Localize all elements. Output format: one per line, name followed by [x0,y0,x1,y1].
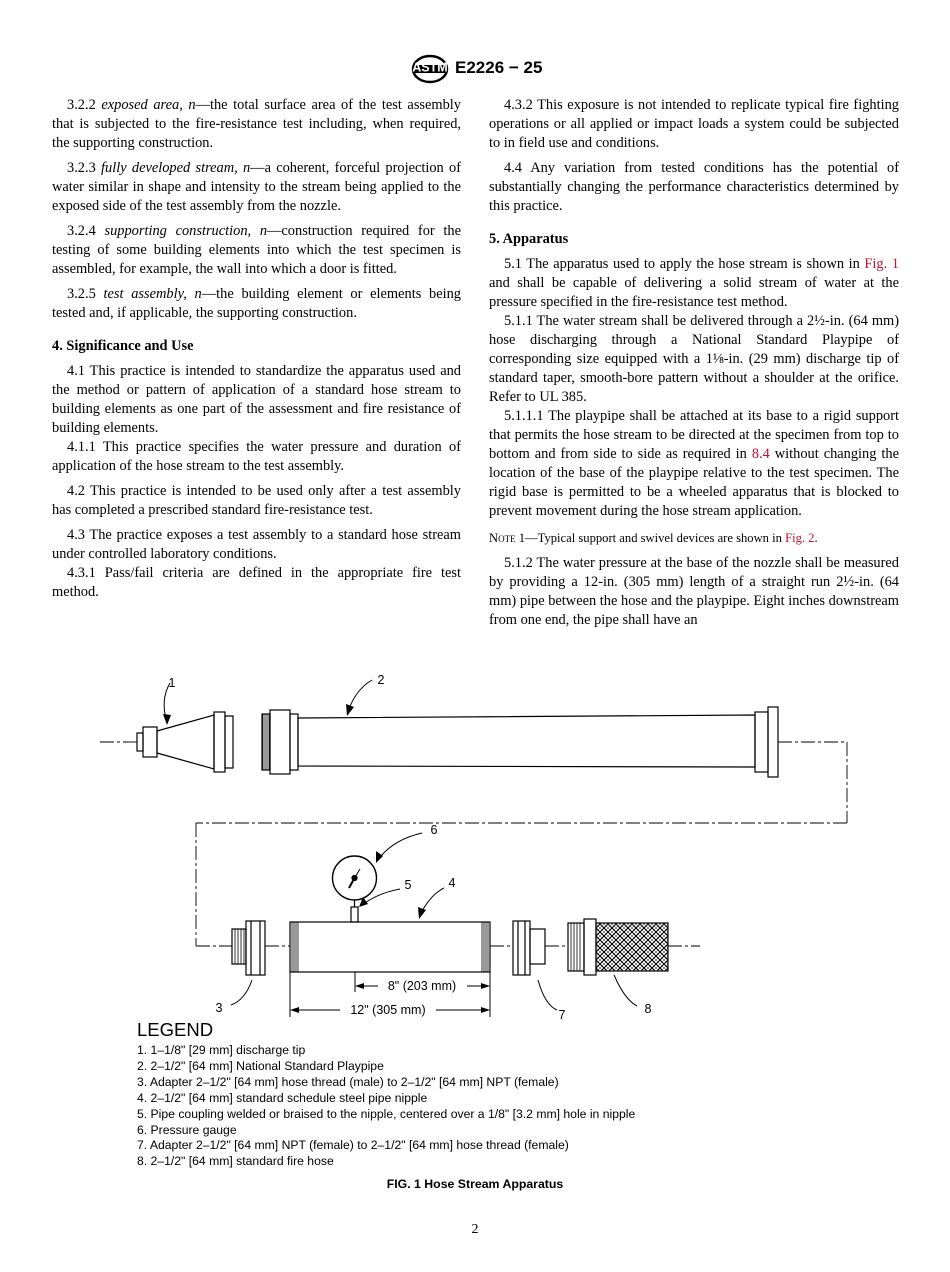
figure-caption: FIG. 1 Hose Stream Apparatus [386,1177,564,1191]
callout-6: 6 [430,823,438,837]
section-4-4: 4.4 Any variation from tested conditions has the potential of substantially changing the performance characteristics determined by this practice. [489,160,899,214]
pipe-nipple-part [290,922,490,972]
page-header [0,54,950,88]
legend-item: 4. 2–1/2" [64 mm] standard schedule steel pipe nipple [137,1090,428,1105]
dimension-8-inch: 8" (203 mm) [387,979,457,993]
legend-item: 1. 1–1/8" [29 mm] discharge tip [137,1043,306,1057]
pipe-coupling-part [351,900,358,922]
section-4-3-2: 4.3.2 This exposure is not intended to replicate typical fire fighting operations or all applied or impact loads a system could be subjected to in field use and conditions. [489,97,899,151]
callout-4: 4 [448,876,456,890]
fire-hose-part [568,919,668,975]
section-4-3: 4.3 The practice exposes a test assembly to a standard hose stream under controlled laboratory conditions. [52,527,461,562]
legend-item: 2. 2–1/2" [64 mm] National Standard Playpipe [137,1058,384,1073]
left-column [52,96,461,608]
legend-title: LEGEND [137,1019,214,1040]
section-5-1-1: 5.1.1 The water stream shall be delivered through a 2½-in. (64 mm) hose discharging through a National Standard Playpipe of corresponding size equipped with a 1⅛-in. (29 mm) discharge tip of standard taper, smooth-bore pattern without a shoulder at the orifice. Refer to UL 385. [489,313,899,405]
section-5-1-2: 5.1.2 The water pressure at the base of the nozzle shall be measured by providing a 12-in. (305 mm) length of a straight run 2½-in. (64 mm) pipe between the hose and the playpipe. Eight inches downstream from one end, the pipe shall have an [489,555,899,628]
section-4-2: 4.2 This practice is intended to be used only after a test assembly has completed a prescribed standard fire-resistance test. [52,483,461,518]
section-5-1-1-1: 5.1.1.1 The playpipe shall be attached at its base to a rigid support that permits the hose stream to be directed at the specimen from top to bottom and from side to side as required in 8.4 without changing the location of the base of the playpipe relative to the test specimen. The rigid base is permitted to be a wheeled apparatus that is blocked to prevent movement during the hose stream application. [489,408,899,519]
section-5-heading: 5. Apparatus [489,231,569,247]
astm-logo [410,54,450,84]
legend-item: 5. Pipe coupling welded or braised to the nipple, centered over a 1/8" [3.2 mm] hole in nipple [137,1106,636,1121]
callout-5: 5 [404,878,412,892]
centerline [100,742,847,946]
section-3-2-4: 3.2.4 supporting construction, n—construction required for the testing of some building elements into which the test specimen is assembled, for example, the wall into which a door is fitted. [52,223,461,277]
callout-8: 8 [644,1002,652,1016]
legend-item: 6. Pressure gauge [137,1122,237,1137]
section-3-2-5: 3.2.5 test assembly, n—the building element or elements being tested and, if applicable, the supporting construction. [52,286,461,321]
callout-7: 7 [558,1008,566,1022]
section-3-2-2: 3.2.2 exposed area, n—the total surface area of the test assembly that is subjected to the fire-resistance test including, when required, the supporting construction. [52,97,461,151]
adapter-male-part [232,921,265,975]
hose-stream-apparatus-figure [90,665,860,1025]
figure-legend [137,1018,837,1170]
pressure-gauge-part [333,856,377,900]
section-4-1-1: 4.1.1 This practice specifies the water pressure and duration of application of the hose stream to the test assembly. [52,439,461,474]
section-8-4-link[interactable]: 8.4 [751,446,770,462]
legend-item: 7. Adapter 2–1/2" [64 mm] NPT (female) to 2–1/2" [64 mm] hose thread (female) [137,1138,569,1153]
section-5-1: 5.1 The apparatus used to apply the hose stream is shown in Fig. 1 and shall be capable of delivering a solid stream of water at the pressure specified in the fire-resistance test method. [489,256,899,310]
legend-item: 3. Adapter 2–1/2" [64 mm] hose thread (male) to 2–1/2" [64 mm] NPT (female) [137,1074,559,1089]
fig-1-link[interactable]: Fig. 1 [864,256,899,272]
adapter-female-part [513,921,545,975]
callout-1: 1 [168,676,176,690]
right-column [489,96,899,636]
document-designation: E2226 − 25 [455,58,543,77]
callout-2: 2 [377,673,385,687]
section-4-heading: 4. Significance and Use [52,338,194,354]
fig-2-link[interactable]: Fig. 2 [785,531,815,545]
callout-3: 3 [215,1001,223,1015]
section-4-1: 4.1 This practice is intended to standardize the apparatus used and the method or pattern of application of a standard hose stream to building elements as one part of the assessment and fire resistance of building elements. [52,363,461,436]
section-3-2-3: 3.2.3 fully developed stream, n—a coherent, forceful projection of water similar in shape and intensity to the stream being applied to the exposed side of the test assembly from the nozzle. [52,160,461,214]
dimension-12-inch: 12" (305 mm) [350,1003,426,1017]
section-4-3-1: 4.3.1 Pass/fail criteria are defined in the appropriate fire test method. [52,565,461,600]
page-number: 2 [471,1222,479,1237]
callout-arrowheads [163,704,426,919]
note-1: Note 1—Typical support and swivel devices are shown in Fig. 2. [489,531,818,545]
discharge-tip-part [137,712,233,772]
svg-text:ASTM: ASTM [412,60,448,75]
playpipe-part [262,707,778,777]
legend-item: 8. 2–1/2" [64 mm] standard fire hose [137,1154,334,1169]
